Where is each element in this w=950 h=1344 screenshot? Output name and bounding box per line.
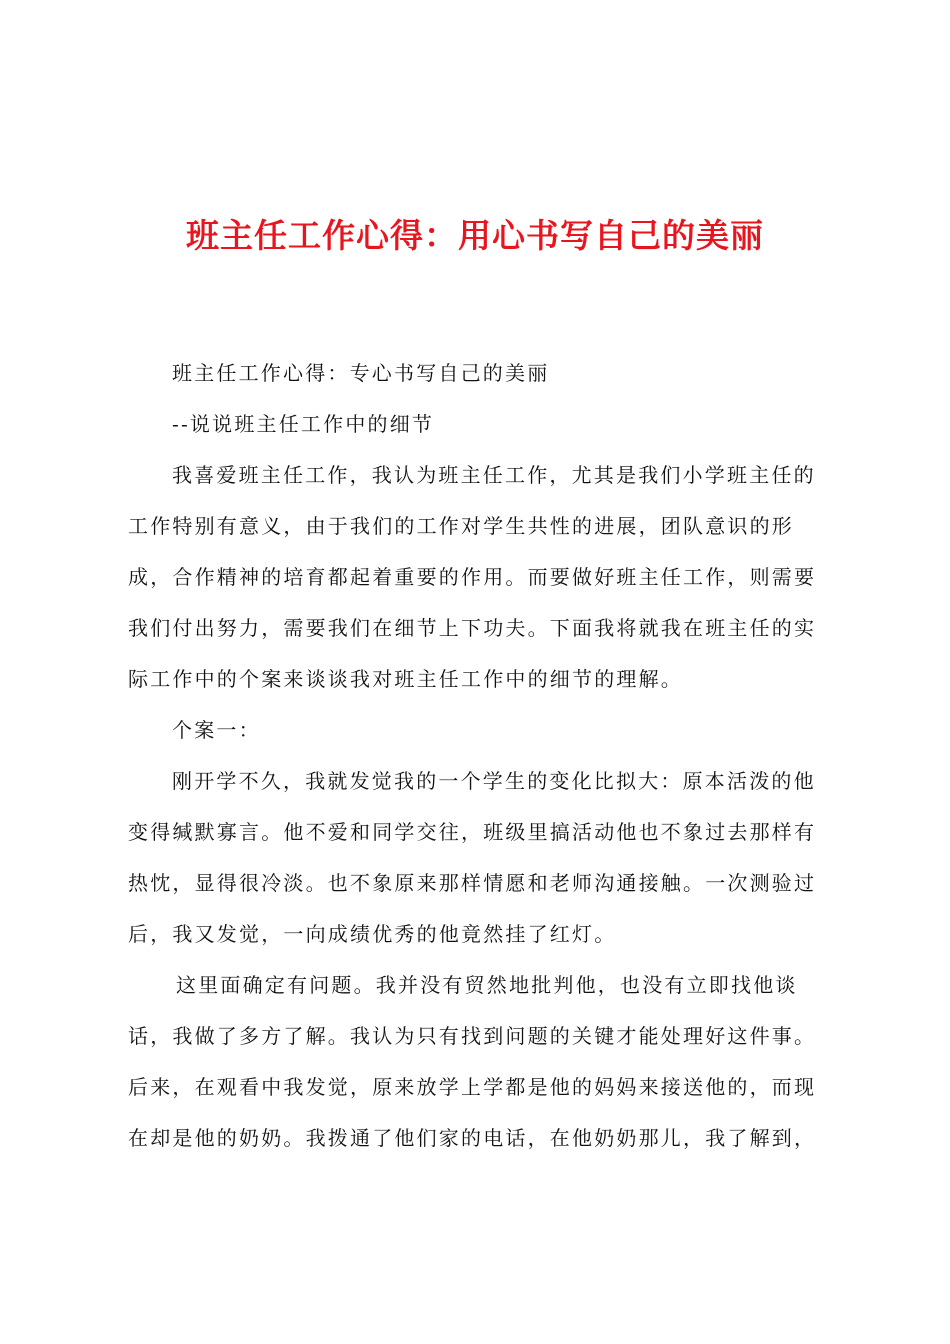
- text-line: 际工作中的个案来谈谈我对班主任工作中的细节的理解。: [128, 667, 683, 691]
- document-body: [128, 348, 832, 1164]
- text-line: 刚开学不久，我就发觉我的一个学生的变化比拟大：原本活泼的他: [172, 769, 816, 793]
- text-line: 话，我做了多方了解。我认为只有找到问题的关键才能处理好这件事。: [128, 1024, 817, 1048]
- text-line: 变得缄默寡言。他不爱和同学交往，班级里搞活动他也不象过去那样有: [128, 820, 817, 844]
- text-line: 热忱，显得很冷淡。也不象原来那样情愿和老师沟通接触。一次测验过: [128, 871, 817, 895]
- paragraph-case-heading: [128, 705, 832, 756]
- paragraph-subtitle-2: [128, 399, 832, 450]
- text-line: 个案一：: [172, 718, 261, 742]
- text-line: 我喜爱班主任工作，我认为班主任工作，尤其是我们小学班主任的: [172, 463, 816, 487]
- paragraph-case-description: [128, 756, 832, 960]
- text-line: 后来，在观看中我发觉，原来放学上学都是他的妈妈来接送他的，而现: [128, 1075, 817, 1099]
- text-line: 后，我又发觉，一向成绩优秀的他竟然挂了红灯。: [128, 922, 617, 946]
- document-title: 班主任工作心得：用心书写自己的美丽: [186, 216, 764, 255]
- text-line: 班主任工作心得：专心书写自己的美丽: [172, 361, 550, 385]
- paragraph-intro: [128, 450, 832, 705]
- paragraph-investigation: [128, 960, 832, 1164]
- text-line: 成，合作精神的培育都起着重要的作用。而要做好班主任工作，则需要: [128, 565, 817, 589]
- text-line: 在却是他的奶奶。我拨通了他们家的电话，在他奶奶那儿，我了解到，: [128, 1126, 817, 1150]
- paragraph-subtitle-1: [128, 348, 832, 399]
- text-line: 我们付出努力，需要我们在细节上下功夫。下面我将就我在班主任的实: [128, 616, 817, 640]
- text-line: 这里面确定有问题。我并没有贸然地批判他，也没有立即找他谈: [176, 973, 798, 997]
- text-line: --说说班主任工作中的细节: [172, 412, 435, 436]
- text-line: 工作特别有意义，由于我们的工作对学生共性的进展，团队意识的形: [128, 514, 794, 538]
